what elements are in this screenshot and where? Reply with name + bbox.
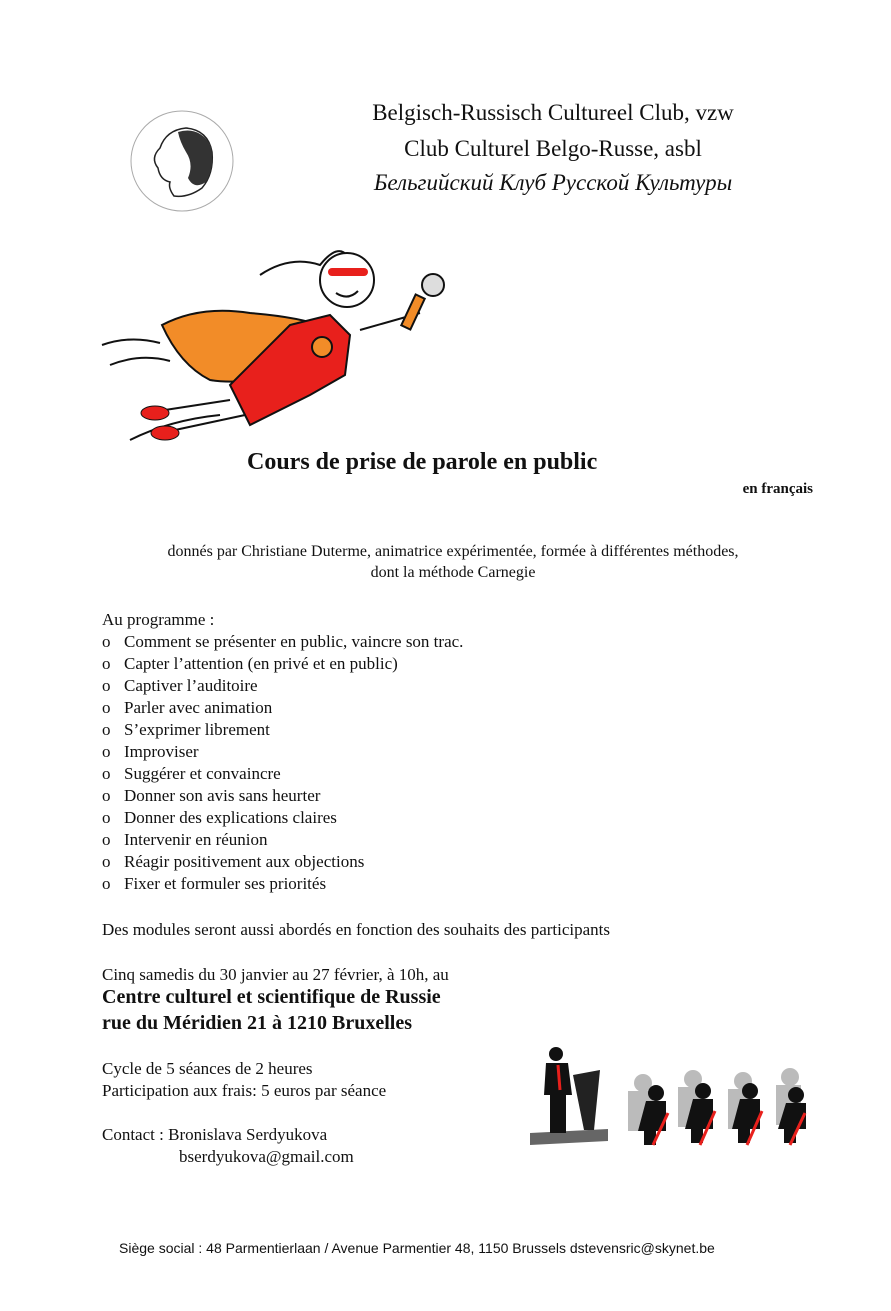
program-item xyxy=(102,764,281,784)
bullet-icon: o xyxy=(102,742,111,761)
program-item xyxy=(102,786,320,806)
schedule: Cinq samedis du 30 janvier au 27 février, à 10h, au xyxy=(102,965,449,984)
program-item-text: Donner des explications claires xyxy=(124,808,337,827)
fee-info: Participation aux frais: 5 euros par séance xyxy=(102,1081,387,1100)
bullet-icon: o xyxy=(102,874,111,893)
program-item-text: S’exprimer librement xyxy=(124,720,270,739)
header-line-dutch: Belgisch-Russisch Cultureel Club, vzw xyxy=(372,100,734,125)
presenter-line-1: donnés par Christiane Duterme, animatrice expérimentée, formée à différentes méthodes, xyxy=(167,543,739,560)
bullet-icon: o xyxy=(102,720,111,739)
bullet-icon: o xyxy=(102,654,111,673)
bullet-icon: o xyxy=(102,808,111,827)
club-logo-pushkin-portrait xyxy=(128,108,236,214)
bullet-icon: o xyxy=(102,764,111,783)
program-item xyxy=(102,698,272,718)
bullet-icon: o xyxy=(102,852,111,871)
program-item-text: Comment se présenter en public, vaincre son trac. xyxy=(124,632,464,651)
bullet-icon: o xyxy=(102,830,111,849)
language-note: en français xyxy=(742,481,813,497)
contact-email[interactable]: bserdyukova@gmail.com xyxy=(179,1147,354,1166)
footer-registered-office: Siège social : 48 Parmentierlaan / Avenue Parmentier 48, 1150 Brussels dstevensric@skynet.be xyxy=(119,1240,715,1256)
speaker-audience-illustration xyxy=(528,1045,808,1150)
program-item-text: Fixer et formuler ses priorités xyxy=(124,874,327,893)
flying-superhero-illustration xyxy=(100,235,450,445)
program-heading: Au programme : xyxy=(102,610,215,629)
bullet-icon: o xyxy=(102,632,111,651)
bullet-icon: o xyxy=(102,676,111,695)
program-item xyxy=(102,654,398,674)
program-item-text: Réagir positivement aux objections xyxy=(124,852,365,871)
header-line-russian: Бельгийский Клуб Русской Культуры xyxy=(373,170,733,195)
program-item xyxy=(102,742,199,762)
bullet-icon: o xyxy=(102,786,111,805)
modules-note: Des modules seront aussi abordés en fonction des souhaits des participants xyxy=(102,920,611,939)
venue-name: Centre culturel et scientifique de Russie xyxy=(102,986,441,1008)
program-item xyxy=(102,632,463,652)
venue-address: rue du Méridien 21 à 1210 Bruxelles xyxy=(102,1012,412,1034)
program-item-text: Donner son avis sans heurter xyxy=(124,786,321,805)
page-title: Cours de prise de parole en public xyxy=(247,449,598,475)
program-item-text: Intervenir en réunion xyxy=(124,830,268,849)
program-item xyxy=(102,720,270,740)
program-item-text: Parler avec animation xyxy=(124,698,273,717)
bullet-icon: o xyxy=(102,698,111,717)
program-item-text: Improviser xyxy=(124,742,199,761)
program-item-text: Captiver l’auditoire xyxy=(124,676,258,695)
header-line-french: Club Culturel Belgo-Russe, asbl xyxy=(404,136,702,161)
program-item xyxy=(102,808,337,828)
program-item xyxy=(102,852,364,872)
program-item xyxy=(102,676,258,696)
program-item-text: Capter l’attention (en privé et en public) xyxy=(124,654,398,673)
program-item xyxy=(102,874,326,894)
contact-name: Contact : Bronislava Serdyukova xyxy=(102,1125,328,1144)
program-item-text: Suggérer et convaincre xyxy=(124,764,281,783)
cycle-info: Cycle de 5 séances de 2 heures xyxy=(102,1059,313,1078)
presenter-line-2: dont la méthode Carnegie xyxy=(370,564,536,581)
program-item xyxy=(102,830,268,850)
